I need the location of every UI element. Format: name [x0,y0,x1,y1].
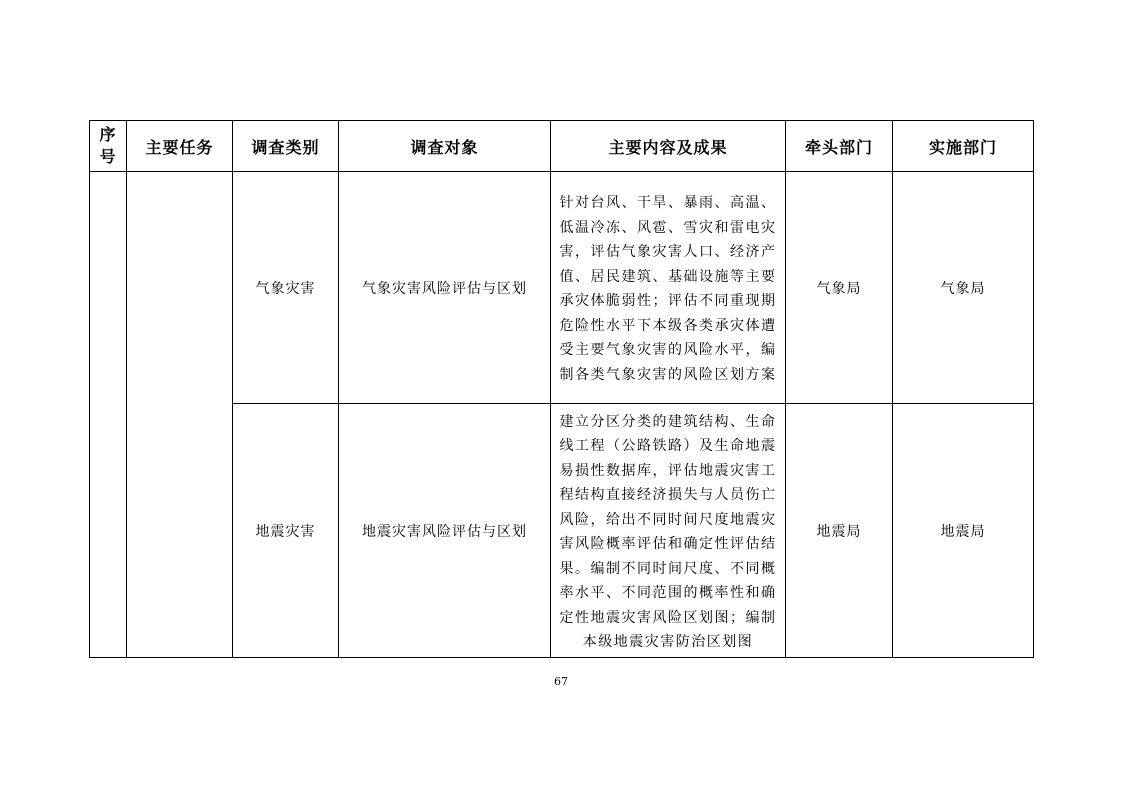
header-survey-category: 调查类别 [233,121,339,172]
lead-dept-cell: 气象局 [786,172,893,404]
table-row [90,172,1034,404]
header-content-results: 主要内容及成果 [551,121,786,172]
header-survey-object: 调查对象 [339,121,551,172]
header-main-task: 主要任务 [127,121,233,172]
lead-dept-cell: 地震局 [786,404,893,658]
header-impl-dept: 实施部门 [893,121,1034,172]
header-seq [90,121,127,172]
header-lead-dept: 牵头部门 [786,121,893,172]
content-cell: 针对台风、干旱、暴雨、高温、低温冷冻、风雹、雪灾和雷电灾害，评估气象灾害人口、经济产值、居民建筑、基础设施等主要承灾体脆弱性；评估不同重现期危险性水平下本级各类承灾体遭受主要气象灾害的风险水平，编制各类气象灾害的风险区划方案 [551,172,786,404]
impl-dept-cell: 气象局 [893,172,1034,404]
survey-task-table [89,120,1034,658]
content-cell: 建立分区分类的建筑结构、生命线工程（公路铁路）及生命地震易损性数据库，评估地震灾害工程结构直接经济损失与人员伤亡风险，给出不同时间尺度地震灾害风险概率评估和确定性评估结果。编制不同时间尺度、不同概率水平、不同范围的概率性和确定性地震灾害风险区划图；编制本级地震灾害防治区划图 [551,404,786,658]
object-cell: 地震灾害风险评估与区划 [339,404,551,658]
seq-cell [90,172,127,658]
main-task-cell [127,172,233,658]
table-header-row [90,121,1034,172]
header-seq-line2: 号 [99,147,117,166]
header-seq-line1: 序 [99,125,117,144]
impl-dept-cell: 地震局 [893,404,1034,658]
category-cell: 气象灾害 [233,172,339,404]
object-cell: 气象灾害风险评估与区划 [339,172,551,404]
page-number: 67 [554,675,568,688]
category-cell: 地震灾害 [233,404,339,658]
